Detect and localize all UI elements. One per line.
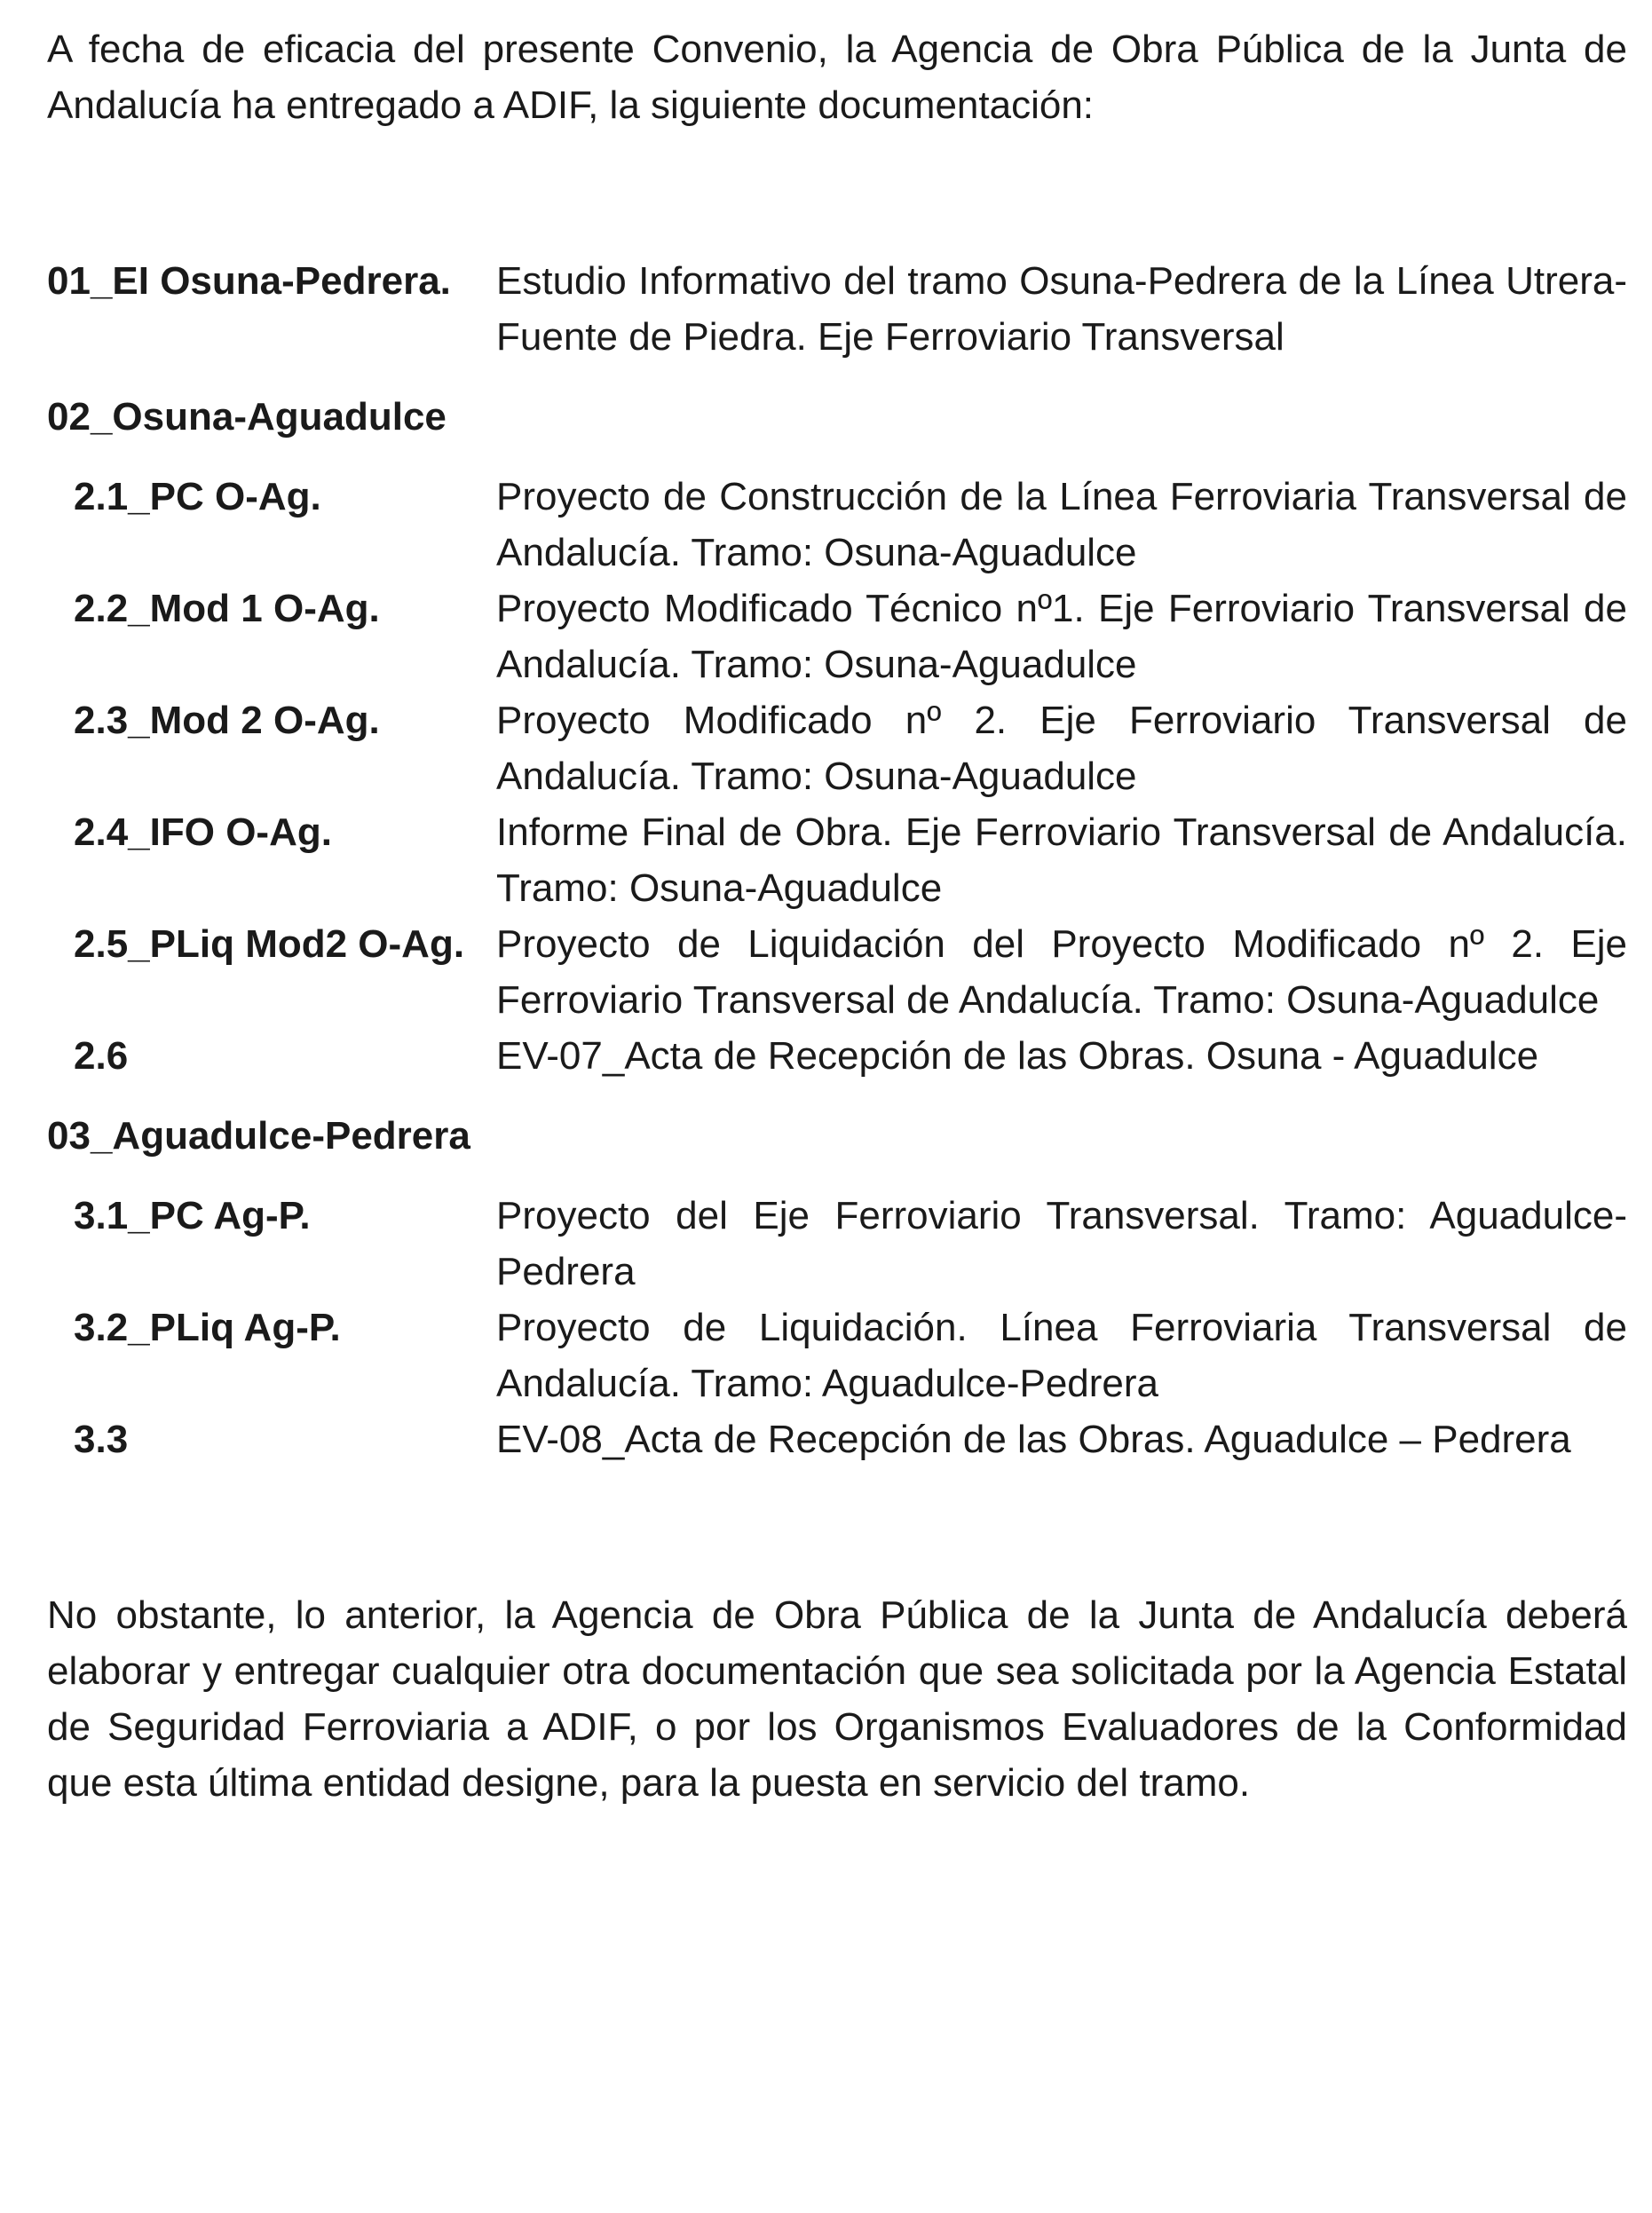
entry-code: 2.2_Mod 1 O-Ag. <box>74 587 380 630</box>
entry-description: Estudio Informativo del tramo Osuna-Pedrera de la Línea Utrera-Fuente de Piedra. Eje Ferroviario Transversal <box>496 259 1627 359</box>
closing-paragraph: No obstante, lo anterior, la Agencia de Obra Pública de la Junta de Andalucía deberá elaborar y entregar cualquier otra documentación que sea solicitada por la Agencia Estatal de Seguridad Ferroviaria a ADIF, o por los Organismos Evaluadores de la Conformidad que esta última entidad designe, para la puesta en servicio del tramo. <box>47 1593 1627 1805</box>
entry-description: Proyecto de Construcción de la Línea Ferroviaria Transversal de Andalucía. Tramo: Osuna-Aguadulce <box>496 475 1627 574</box>
group-heading-02: 02_Osuna-Aguadulce <box>47 395 447 439</box>
entry-description: Proyecto de Liquidación del Proyecto Modificado nº 2. Eje Ferroviario Transversal de Andalucía. Tramo: Osuna-Aguadulce <box>496 922 1627 1022</box>
entry-description: EV-07_Acta de Recepción de las Obras. Osuna - Aguadulce <box>496 1034 1539 1078</box>
intro-paragraph: A fecha de eficacia del presente Convenio, la Agencia de Obra Pública de la Junta de Andalucía ha entregado a ADIF, la siguiente documentación: <box>47 28 1627 127</box>
list-item <box>47 581 1627 692</box>
entry-description: Proyecto del Eje Ferroviario Transversal. Tramo: Aguadulce-Pedrera <box>496 1194 1627 1293</box>
list-item <box>47 916 1627 1028</box>
list-item <box>47 692 1627 804</box>
entry-code: 2.4_IFO O-Ag. <box>74 810 332 854</box>
entry-description: Informe Final de Obra. Eje Ferroviario Transversal de Andalucía. Tramo: Osuna-Aguadulce <box>496 810 1627 910</box>
list-item <box>47 1028 1627 1084</box>
document-page <box>47 21 1627 1811</box>
list-item <box>47 1188 1627 1300</box>
entry-code: 2.5_PLiq Mod2 O-Ag. <box>74 922 465 966</box>
entry-code: 2.3_Mod 2 O-Ag. <box>74 699 380 742</box>
entry-code: 3.2_PLiq Ag-P. <box>74 1306 341 1349</box>
list-item <box>47 1411 1627 1467</box>
list-item <box>47 469 1627 581</box>
entry-code: 01_EI Osuna-Pedrera. <box>47 259 451 303</box>
entry-01 <box>47 253 1627 365</box>
group-03-list <box>47 1188 1627 1467</box>
group-02-list <box>47 469 1627 1084</box>
entry-code: 3.1_PC Ag-P. <box>74 1194 311 1237</box>
entry-description: Proyecto de Liquidación. Línea Ferroviaria Transversal de Andalucía. Tramo: Aguadulce-Pedrera <box>496 1306 1627 1405</box>
entry-code: 3.3 <box>74 1418 129 1461</box>
entry-code: 2.1_PC O-Ag. <box>74 475 321 518</box>
entry-description: Proyecto Modificado Técnico nº1. Eje Ferroviario Transversal de Andalucía. Tramo: Osuna-Aguadulce <box>496 587 1627 686</box>
entry-description: EV-08_Acta de Recepción de las Obras. Aguadulce – Pedrera <box>496 1418 1571 1461</box>
list-item <box>47 804 1627 916</box>
entry-code: 2.6 <box>74 1034 129 1078</box>
group-heading-03: 03_Aguadulce-Pedrera <box>47 1114 470 1158</box>
list-item <box>47 1300 1627 1411</box>
entry-description: Proyecto Modificado nº 2. Eje Ferroviario Transversal de Andalucía. Tramo: Osuna-Aguadulce <box>496 699 1627 798</box>
